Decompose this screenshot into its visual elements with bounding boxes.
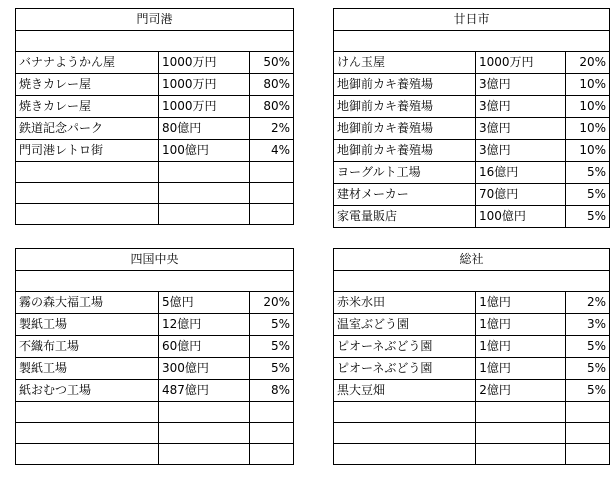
table-row [334, 96, 610, 118]
name-cell[interactable]: 紙おむつ工場 [16, 380, 159, 402]
pct-cell[interactable]: 4% [250, 140, 294, 162]
empty-cell[interactable] [16, 204, 159, 225]
panel-soja [333, 248, 610, 465]
table-row [16, 96, 294, 118]
table-row [334, 162, 610, 184]
amount-cell[interactable]: 1000万円 [159, 52, 250, 74]
empty-cell[interactable] [250, 162, 294, 183]
panel-title: 総社 [334, 249, 610, 271]
empty-cell[interactable] [159, 204, 250, 225]
amount-cell[interactable]: 80億円 [159, 118, 250, 140]
amount-cell[interactable]: 3億円 [475, 140, 565, 162]
empty-cell[interactable] [159, 444, 250, 465]
empty-cell[interactable] [476, 444, 566, 465]
empty-cell[interactable] [159, 402, 250, 423]
name-cell[interactable]: 製紙工場 [16, 358, 159, 380]
table-row [334, 52, 610, 74]
panel-title: 廿日市 [334, 9, 610, 31]
empty-cell[interactable] [16, 162, 159, 183]
empty-cell[interactable] [250, 444, 294, 465]
amount-cell[interactable]: 1億円 [476, 358, 566, 380]
empty-cell[interactable] [476, 423, 566, 444]
pct-cell[interactable]: 10% [566, 74, 610, 96]
empty-cell[interactable] [159, 183, 250, 204]
table-row [16, 336, 294, 358]
pct-cell[interactable]: 20% [566, 52, 610, 74]
name-cell[interactable]: バナナようかん屋 [16, 52, 159, 74]
amount-cell[interactable]: 1000万円 [159, 74, 250, 96]
table-row [16, 380, 294, 402]
name-cell[interactable]: 製紙工場 [16, 314, 159, 336]
amount-cell[interactable]: 60億円 [159, 336, 250, 358]
name-cell[interactable]: 地御前カキ養殖場 [334, 118, 476, 140]
name-cell[interactable]: ピオーネぶどう園 [334, 336, 476, 358]
empty-row [16, 444, 294, 465]
amount-cell[interactable]: 3億円 [475, 118, 565, 140]
empty-cell[interactable] [159, 162, 250, 183]
amount-cell[interactable]: 1億円 [476, 336, 566, 358]
table-row [334, 292, 610, 314]
empty-cell[interactable] [16, 402, 159, 423]
name-cell[interactable]: 赤米水田 [334, 292, 476, 314]
table-row [334, 380, 610, 402]
empty-cell[interactable] [250, 204, 294, 225]
empty-cell[interactable] [16, 183, 159, 204]
name-cell[interactable]: ヨーグルト工場 [334, 162, 476, 184]
pct-cell[interactable]: 5% [250, 358, 294, 380]
table-row [16, 74, 294, 96]
pct-cell[interactable]: 10% [566, 140, 610, 162]
empty-cell[interactable] [334, 444, 476, 465]
empty-row [16, 423, 294, 444]
panel-title: 門司港 [16, 9, 294, 31]
name-cell[interactable]: 地御前カキ養殖場 [334, 140, 476, 162]
table-row [334, 74, 610, 96]
amount-cell[interactable]: 1000万円 [475, 52, 565, 74]
empty-cell[interactable] [476, 402, 566, 423]
pct-cell[interactable]: 20% [250, 292, 294, 314]
amount-cell[interactable]: 100億円 [475, 206, 565, 228]
empty-cell[interactable] [159, 423, 250, 444]
empty-cell[interactable] [250, 402, 294, 423]
blank-cell[interactable] [16, 271, 294, 292]
pct-cell[interactable]: 5% [566, 336, 610, 358]
empty-cell[interactable] [16, 444, 159, 465]
table-row [334, 336, 610, 358]
amount-cell[interactable]: 12億円 [159, 314, 250, 336]
table-row [16, 292, 294, 314]
table-row [334, 118, 610, 140]
name-cell[interactable]: 焼きカレー屋 [16, 74, 159, 96]
table-row [16, 52, 294, 74]
blank-cell[interactable] [16, 31, 294, 52]
name-cell[interactable]: 門司港レトロ街 [16, 140, 159, 162]
amount-cell[interactable]: 100億円 [159, 140, 250, 162]
table-row [16, 314, 294, 336]
name-cell[interactable]: 建材メーカー [334, 184, 476, 206]
name-cell[interactable]: 黒大豆畑 [334, 380, 476, 402]
empty-cell[interactable] [334, 423, 476, 444]
amount-cell[interactable]: 1億円 [476, 314, 566, 336]
pct-cell[interactable]: 5% [250, 336, 294, 358]
table-row [16, 358, 294, 380]
amount-cell[interactable]: 1000万円 [159, 96, 250, 118]
empty-row [16, 183, 294, 204]
pct-cell[interactable]: 50% [250, 52, 294, 74]
pct-cell[interactable]: 10% [566, 96, 610, 118]
pct-cell[interactable]: 5% [250, 314, 294, 336]
amount-cell[interactable]: 300億円 [159, 358, 250, 380]
pct-cell[interactable]: 10% [566, 118, 610, 140]
name-cell[interactable]: 鉄道記念パーク [16, 118, 159, 140]
pct-cell[interactable]: 80% [250, 74, 294, 96]
blank-cell[interactable] [334, 271, 610, 292]
empty-cell[interactable] [566, 423, 610, 444]
pct-cell[interactable]: 5% [566, 206, 610, 228]
pct-cell[interactable]: 80% [250, 96, 294, 118]
pct-cell[interactable]: 2% [566, 292, 610, 314]
empty-cell[interactable] [566, 444, 610, 465]
name-cell[interactable]: 霧の森大福工場 [16, 292, 159, 314]
amount-cell[interactable]: 5億円 [159, 292, 250, 314]
name-cell[interactable]: ピオーネぶどう園 [334, 358, 476, 380]
empty-row [334, 423, 610, 444]
table-row [334, 314, 610, 336]
empty-cell[interactable] [566, 402, 610, 423]
empty-row [16, 402, 294, 423]
empty-cell[interactable] [16, 423, 159, 444]
empty-row [16, 162, 294, 183]
empty-row [16, 204, 294, 225]
name-cell[interactable]: 不織布工場 [16, 336, 159, 358]
amount-cell[interactable]: 70億円 [475, 184, 565, 206]
panel-moji [15, 8, 294, 225]
table-row [334, 184, 610, 206]
name-cell[interactable]: 温室ぶどう園 [334, 314, 476, 336]
pct-cell[interactable]: 8% [250, 380, 294, 402]
pct-cell[interactable]: 5% [566, 162, 610, 184]
table-row [334, 358, 610, 380]
amount-cell[interactable]: 1億円 [476, 292, 566, 314]
blank-cell[interactable] [334, 31, 610, 52]
amount-cell[interactable]: 487億円 [159, 380, 250, 402]
panel-title: 四国中央 [16, 249, 294, 271]
pct-cell[interactable]: 5% [566, 358, 610, 380]
empty-row [334, 402, 610, 423]
pct-cell[interactable]: 5% [566, 184, 610, 206]
amount-cell[interactable]: 3億円 [475, 96, 565, 118]
empty-cell[interactable] [250, 183, 294, 204]
amount-cell[interactable]: 2億円 [476, 380, 566, 402]
name-cell[interactable]: 地御前カキ養殖場 [334, 74, 476, 96]
empty-cell[interactable] [250, 423, 294, 444]
pct-cell[interactable]: 2% [250, 118, 294, 140]
name-cell[interactable]: けん玉屋 [334, 52, 476, 74]
table-row [334, 140, 610, 162]
name-cell[interactable]: 家電量販店 [334, 206, 476, 228]
empty-cell[interactable] [334, 402, 476, 423]
table-row [16, 118, 294, 140]
amount-cell[interactable]: 16億円 [475, 162, 565, 184]
panel-hatsukaichi [333, 8, 610, 228]
name-cell[interactable]: 地御前カキ養殖場 [334, 96, 476, 118]
name-cell[interactable]: 焼きカレー屋 [16, 96, 159, 118]
pct-cell[interactable]: 3% [566, 314, 610, 336]
table-row [334, 206, 610, 228]
empty-row [334, 444, 610, 465]
panel-shikokuchuo [15, 248, 294, 465]
pct-cell[interactable]: 5% [566, 380, 610, 402]
table-row [16, 140, 294, 162]
amount-cell[interactable]: 3億円 [475, 74, 565, 96]
